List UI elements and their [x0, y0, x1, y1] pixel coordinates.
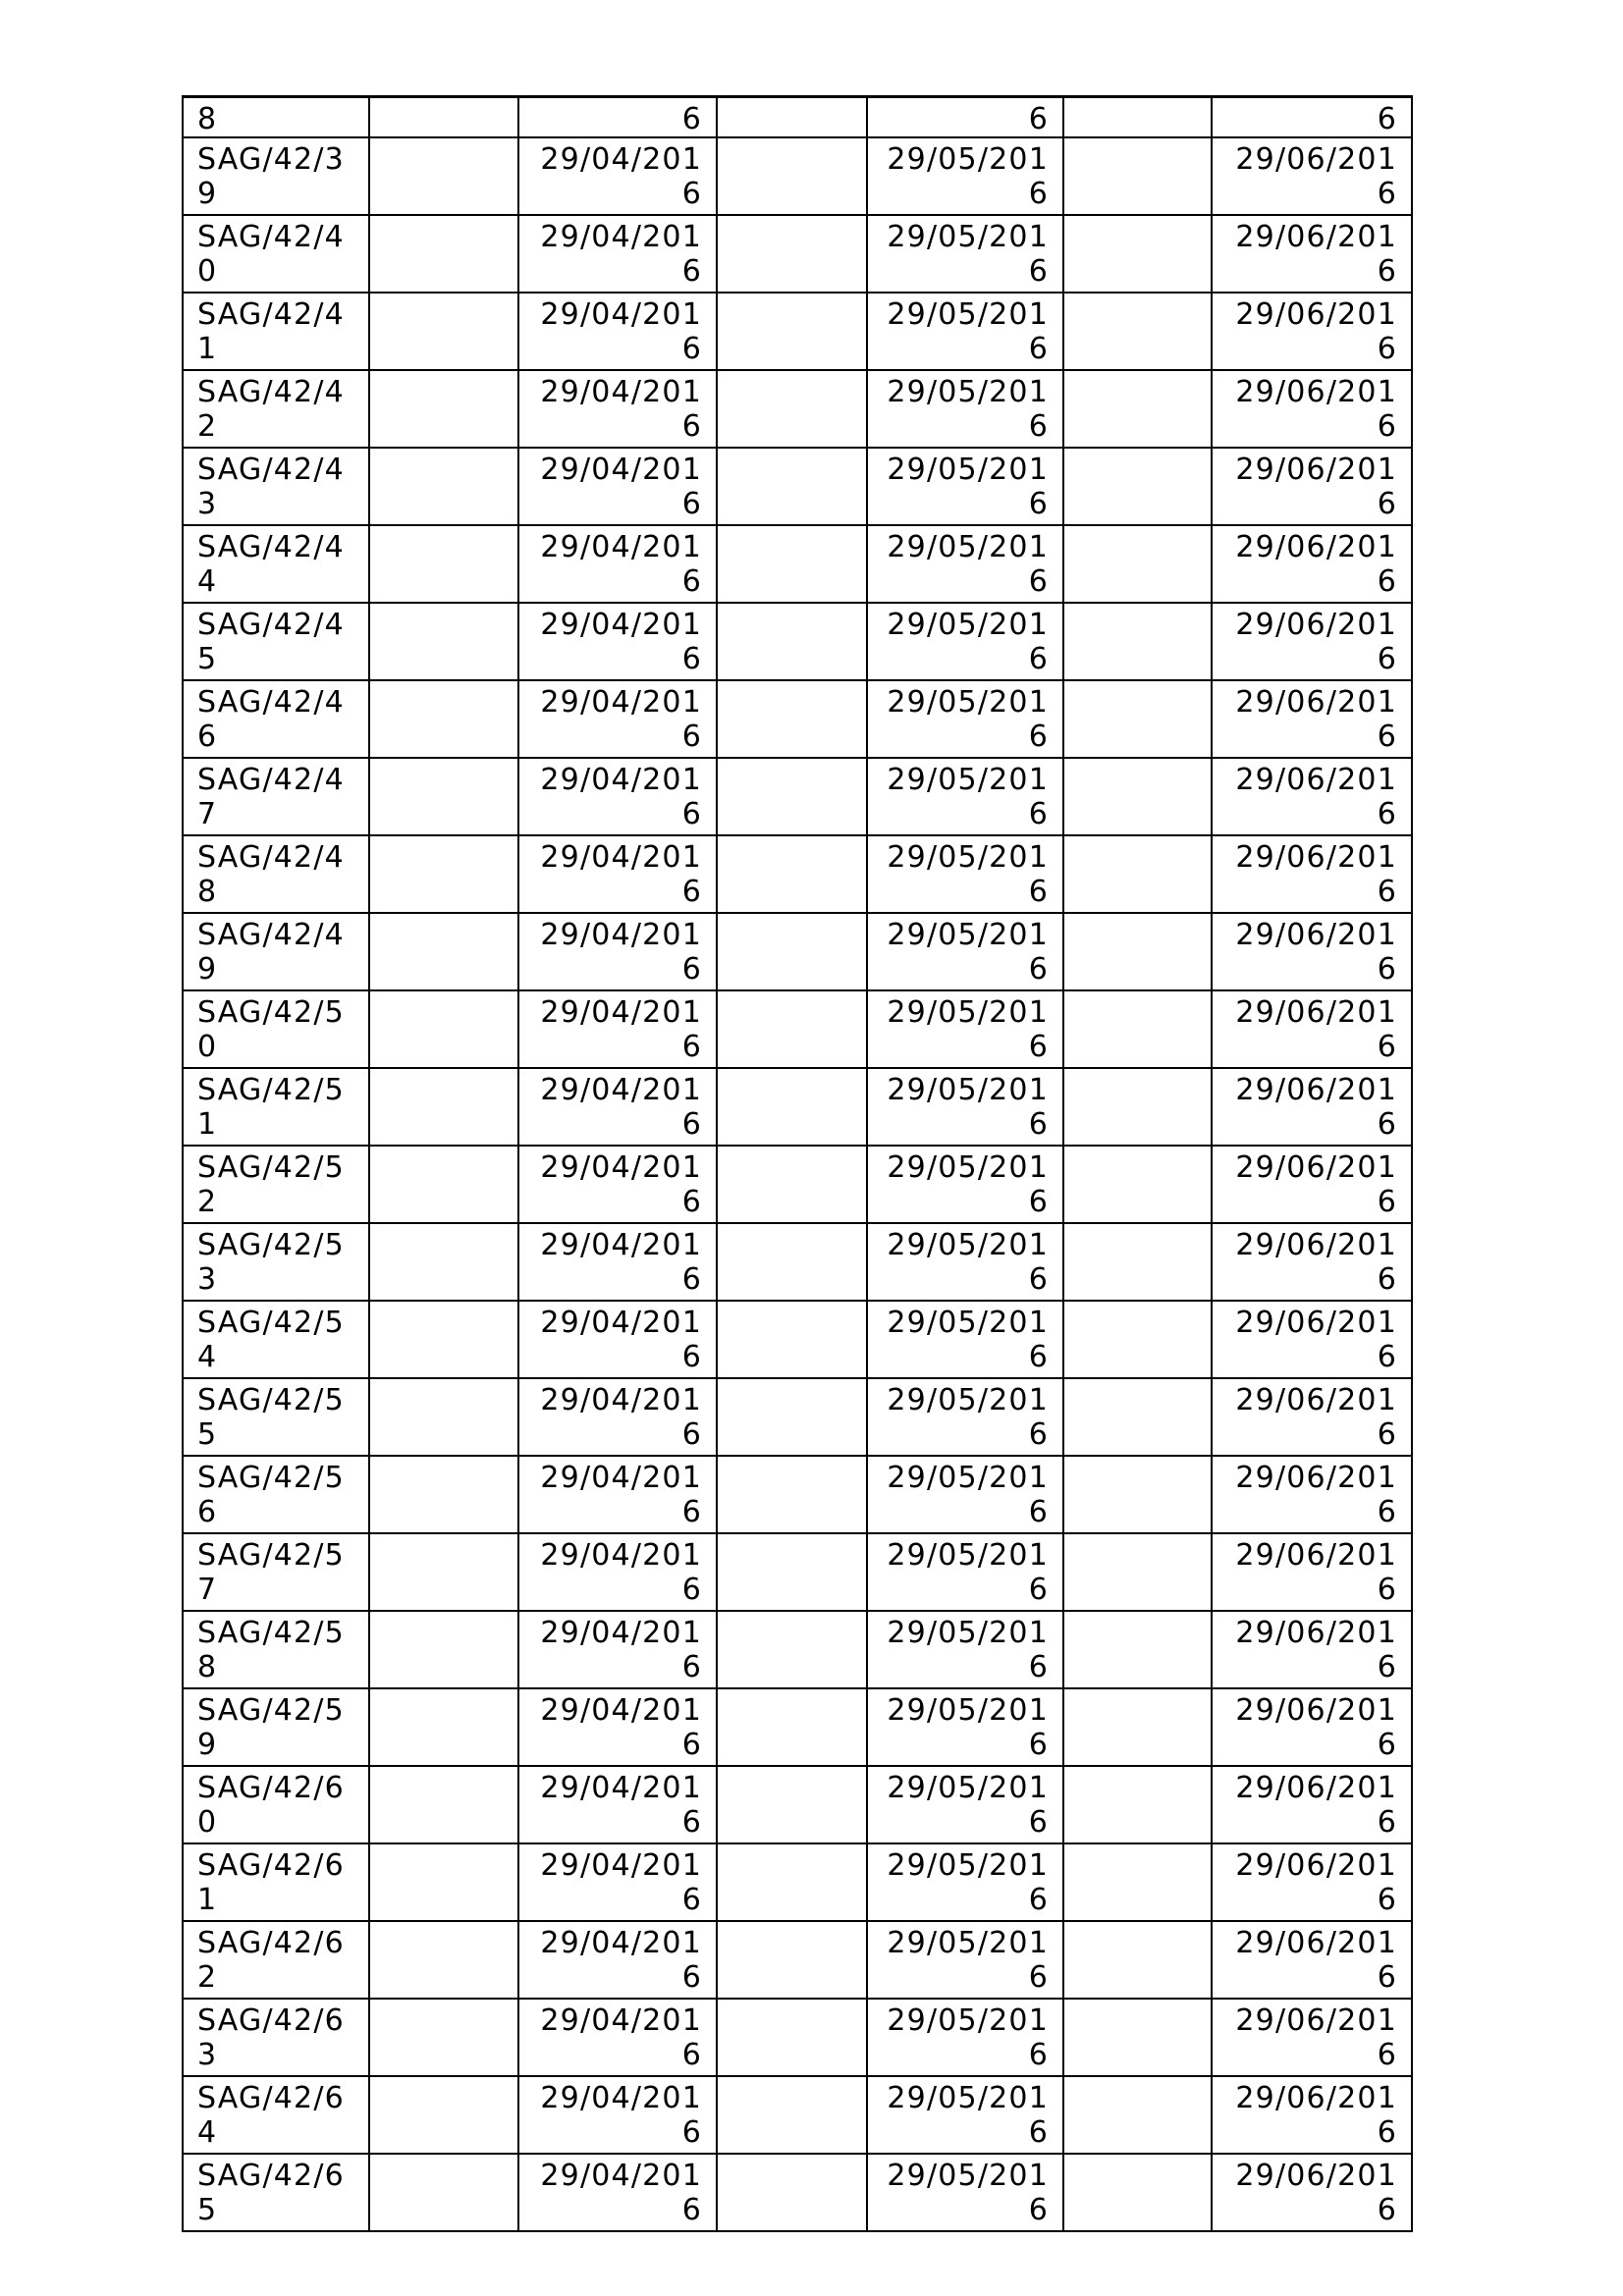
- date-cell-june: 29/06/2016: [1212, 1688, 1412, 1766]
- spacer-cell: [369, 913, 518, 990]
- table-row: [183, 370, 1412, 448]
- spacer-cell: [369, 370, 518, 448]
- date-cell-april: 29/04/2016: [518, 215, 717, 293]
- date-cell-april: 29/04/2016: [518, 1766, 717, 1843]
- schedule-table: [182, 95, 1413, 2232]
- table-row: [183, 2076, 1412, 2154]
- spacer-cell: [1063, 680, 1212, 758]
- spacer-cell: [1063, 1999, 1212, 2076]
- date-cell-june: 29/06/2016: [1212, 1611, 1412, 1688]
- spacer-cell: [717, 1921, 867, 1999]
- date-cell-june: 29/06/2016: [1212, 215, 1412, 293]
- date-cell-june: 29/06/2016: [1212, 1843, 1412, 1921]
- spacer-cell: [1063, 215, 1212, 293]
- date-cell-june: 29/06/2016: [1212, 835, 1412, 913]
- spacer-cell: [717, 137, 867, 215]
- spacer-cell: [1063, 2076, 1212, 2154]
- spacer-cell: [717, 1766, 867, 1843]
- date-cell-may: 29/05/2016: [867, 758, 1063, 835]
- table-row: [183, 1533, 1412, 1611]
- row-label-cell: SAG/42/44: [183, 525, 369, 603]
- date-cell-may: 29/05/2016: [867, 2076, 1063, 2154]
- spacer-cell: [1063, 1301, 1212, 1378]
- spacer-cell: [369, 1611, 518, 1688]
- row-label-cell: SAG/42/63: [183, 1999, 369, 2076]
- spacer-cell: [1063, 525, 1212, 603]
- row-label-cell: SAG/42/49: [183, 913, 369, 990]
- spacer-cell: [717, 913, 867, 990]
- spacer-cell: [1063, 1456, 1212, 1533]
- date-cell-may: 29/05/2016: [867, 680, 1063, 758]
- spacer-cell: [369, 1843, 518, 1921]
- date-cell-june: 29/06/2016: [1212, 1456, 1412, 1533]
- table-row: [183, 137, 1412, 215]
- date-cell-june: 29/06/2016: [1212, 293, 1412, 370]
- spacer-cell: [369, 1766, 518, 1843]
- spacer-cell: [717, 1223, 867, 1301]
- spacer-cell: [717, 1301, 867, 1378]
- spacer-cell: [369, 1378, 518, 1456]
- date-cell-may: 29/05/2016: [867, 1921, 1063, 1999]
- date-cell-may: 29/05/2016: [867, 525, 1063, 603]
- date-cell-april: 29/04/2016: [518, 1921, 717, 1999]
- date-cell-april: 29/04/2016: [518, 680, 717, 758]
- row-label-cell: SAG/42/43: [183, 448, 369, 525]
- table-row: [183, 990, 1412, 1068]
- date-cell-june: 29/06/2016: [1212, 913, 1412, 990]
- row-label-cell: SAG/42/53: [183, 1223, 369, 1301]
- table-row: [183, 1068, 1412, 1146]
- spacer-cell: [717, 1068, 867, 1146]
- date-cell-april: 29/04/2016: [518, 758, 717, 835]
- date-cell-june: 29/06/2016: [1212, 603, 1412, 680]
- spacer-cell: [717, 835, 867, 913]
- spacer-cell: [369, 603, 518, 680]
- date-cell-may: 29/05/2016: [867, 1068, 1063, 1146]
- table-row: [183, 1301, 1412, 1378]
- spacer-cell: [369, 2154, 518, 2231]
- date-cell-april: 29/04/2016: [518, 1611, 717, 1688]
- date-cell-may: 29/05/2016: [867, 835, 1063, 913]
- spacer-cell: [369, 835, 518, 913]
- spacer-cell: [369, 1223, 518, 1301]
- row-label-cell: SAG/42/64: [183, 2076, 369, 2154]
- spacer-cell: [717, 97, 867, 138]
- date-cell-april: 29/04/2016: [518, 1999, 717, 2076]
- spacer-cell: [369, 758, 518, 835]
- table-row: [183, 1611, 1412, 1688]
- date-cell-june: 29/06/2016: [1212, 1533, 1412, 1611]
- spacer-cell: [717, 1456, 867, 1533]
- date-cell-june: 29/06/2016: [1212, 1378, 1412, 1456]
- date-cell-may: 29/05/2016: [867, 448, 1063, 525]
- spacer-cell: [1063, 370, 1212, 448]
- spacer-cell: [369, 680, 518, 758]
- table-row: [183, 1921, 1412, 1999]
- spacer-cell: [717, 370, 867, 448]
- spacer-cell: [1063, 1068, 1212, 1146]
- spacer-cell: [369, 293, 518, 370]
- date-cell-may: 29/05/2016: [867, 1533, 1063, 1611]
- spacer-cell: [1063, 1146, 1212, 1223]
- row-label-cell: SAG/42/50: [183, 990, 369, 1068]
- date-cell-june: 29/06/2016: [1212, 1068, 1412, 1146]
- date-cell-may: 29/05/2016: [867, 1223, 1063, 1301]
- spacer-cell: [717, 1611, 867, 1688]
- table-row: [183, 1146, 1412, 1223]
- row-label-cell: SAG/42/65: [183, 2154, 369, 2231]
- spacer-cell: [369, 2076, 518, 2154]
- table-row: [183, 448, 1412, 525]
- table-row: [183, 1999, 1412, 2076]
- spacer-cell: [1063, 1843, 1212, 1921]
- date-cell-june: 29/06/2016: [1212, 448, 1412, 525]
- date-cell-april: 29/04/2016: [518, 448, 717, 525]
- table-row: [183, 1378, 1412, 1456]
- spacer-cell: [1063, 835, 1212, 913]
- row-label-cell: SAG/42/40: [183, 215, 369, 293]
- date-cell-april: 29/04/2016: [518, 1378, 717, 1456]
- row-label-cell: SAG/42/55: [183, 1378, 369, 1456]
- row-label-cell: SAG/42/39: [183, 137, 369, 215]
- row-label-cell: SAG/42/51: [183, 1068, 369, 1146]
- spacer-cell: [717, 1146, 867, 1223]
- date-cell-may: 29/05/2016: [867, 1301, 1063, 1378]
- row-label-cell: SAG/42/59: [183, 1688, 369, 1766]
- date-cell-may: 29/05/2016: [867, 1766, 1063, 1843]
- date-cell-april: 29/04/2016: [518, 913, 717, 990]
- date-cell-april: 29/04/2016: [518, 370, 717, 448]
- table-row: [183, 215, 1412, 293]
- date-cell-april: 29/04/2016: [518, 1223, 717, 1301]
- date-cell-june: 29/06/2016: [1212, 137, 1412, 215]
- spacer-cell: [369, 215, 518, 293]
- spacer-cell: [369, 137, 518, 215]
- date-cell-june: 29/06/2016: [1212, 1921, 1412, 1999]
- spacer-cell: [1063, 137, 1212, 215]
- date-cell-june: 29/06/2016: [1212, 990, 1412, 1068]
- spacer-cell: [369, 1146, 518, 1223]
- spacer-cell: [717, 1843, 867, 1921]
- spacer-cell: [369, 1533, 518, 1611]
- table-row: [183, 680, 1412, 758]
- spacer-cell: [717, 990, 867, 1068]
- spacer-cell: [717, 525, 867, 603]
- row-label-cell: SAG/42/60: [183, 1766, 369, 1843]
- date-cell-april: 29/04/2016: [518, 990, 717, 1068]
- row-label-cell: SAG/42/58: [183, 1611, 369, 1688]
- date-cell-april: 29/04/2016: [518, 293, 717, 370]
- date-cell-may: 29/05/2016: [867, 1456, 1063, 1533]
- date-cell-april: 29/04/2016: [518, 1688, 717, 1766]
- spacer-cell: [1063, 1378, 1212, 1456]
- row-label-cell: 8: [183, 97, 369, 138]
- spacer-cell: [717, 1999, 867, 2076]
- date-cell-april: 29/04/2016: [518, 1068, 717, 1146]
- date-cell-april: 29/04/2016: [518, 1456, 717, 1533]
- table-row: [183, 758, 1412, 835]
- date-cell-may: 29/05/2016: [867, 1999, 1063, 2076]
- date-cell-june: 6: [1212, 97, 1412, 138]
- spacer-cell: [369, 1921, 518, 1999]
- spacer-cell: [1063, 1533, 1212, 1611]
- date-cell-june: 29/06/2016: [1212, 758, 1412, 835]
- spacer-cell: [717, 603, 867, 680]
- row-label-cell: SAG/42/54: [183, 1301, 369, 1378]
- spacer-cell: [717, 680, 867, 758]
- spacer-cell: [369, 990, 518, 1068]
- date-cell-may: 29/05/2016: [867, 137, 1063, 215]
- table-row: [183, 835, 1412, 913]
- date-cell-april: 29/04/2016: [518, 835, 717, 913]
- spacer-cell: [369, 1456, 518, 1533]
- spacer-cell: [1063, 1921, 1212, 1999]
- date-cell-april: 29/04/2016: [518, 1146, 717, 1223]
- spacer-cell: [717, 2154, 867, 2231]
- spacer-cell: [369, 1999, 518, 2076]
- date-cell-april: 29/04/2016: [518, 1533, 717, 1611]
- row-label-cell: SAG/42/46: [183, 680, 369, 758]
- table-row: [183, 293, 1412, 370]
- date-cell-april: 29/04/2016: [518, 525, 717, 603]
- row-label-cell: SAG/42/48: [183, 835, 369, 913]
- spacer-cell: [717, 448, 867, 525]
- spacer-cell: [1063, 1611, 1212, 1688]
- table-row: [183, 525, 1412, 603]
- spacer-cell: [1063, 1688, 1212, 1766]
- spacer-cell: [1063, 97, 1212, 138]
- row-label-cell: SAG/42/42: [183, 370, 369, 448]
- date-cell-june: 29/06/2016: [1212, 1766, 1412, 1843]
- table-row: [183, 1456, 1412, 1533]
- row-label-cell: SAG/42/52: [183, 1146, 369, 1223]
- date-cell-may: 29/05/2016: [867, 1688, 1063, 1766]
- date-cell-june: 29/06/2016: [1212, 1146, 1412, 1223]
- spacer-cell: [717, 1378, 867, 1456]
- spacer-cell: [1063, 293, 1212, 370]
- date-cell-april: 29/04/2016: [518, 1843, 717, 1921]
- spacer-cell: [1063, 1223, 1212, 1301]
- spacer-cell: [717, 1688, 867, 1766]
- table-row: [183, 603, 1412, 680]
- spacer-cell: [369, 448, 518, 525]
- date-cell-may: 29/05/2016: [867, 913, 1063, 990]
- table-row-partial: [183, 97, 1412, 138]
- date-cell-may: 29/05/2016: [867, 1843, 1063, 1921]
- date-cell-april: 6: [518, 97, 717, 138]
- row-label-cell: SAG/42/57: [183, 1533, 369, 1611]
- table-row: [183, 1766, 1412, 1843]
- spacer-cell: [717, 2076, 867, 2154]
- spacer-cell: [1063, 990, 1212, 1068]
- spacer-cell: [1063, 2154, 1212, 2231]
- table-row: [183, 1843, 1412, 1921]
- date-cell-may: 29/05/2016: [867, 370, 1063, 448]
- spacer-cell: [369, 525, 518, 603]
- date-cell-may: 29/05/2016: [867, 1146, 1063, 1223]
- row-label-cell: SAG/42/62: [183, 1921, 369, 1999]
- date-cell-june: 29/06/2016: [1212, 2076, 1412, 2154]
- spacer-cell: [717, 215, 867, 293]
- spacer-cell: [1063, 758, 1212, 835]
- spacer-cell: [1063, 1766, 1212, 1843]
- spacer-cell: [1063, 603, 1212, 680]
- table-row: [183, 1223, 1412, 1301]
- date-cell-may: 29/05/2016: [867, 1378, 1063, 1456]
- date-cell-may: 29/05/2016: [867, 603, 1063, 680]
- row-label-cell: SAG/42/56: [183, 1456, 369, 1533]
- spacer-cell: [1063, 913, 1212, 990]
- date-cell-june: 29/06/2016: [1212, 1223, 1412, 1301]
- date-cell-june: 29/06/2016: [1212, 2154, 1412, 2231]
- date-cell-june: 29/06/2016: [1212, 370, 1412, 448]
- table-row: [183, 913, 1412, 990]
- date-cell-may: 29/05/2016: [867, 1611, 1063, 1688]
- date-cell-may: 6: [867, 97, 1063, 138]
- date-cell-june: 29/06/2016: [1212, 525, 1412, 603]
- table-row: [183, 2154, 1412, 2231]
- row-label-cell: SAG/42/61: [183, 1843, 369, 1921]
- date-cell-june: 29/06/2016: [1212, 1301, 1412, 1378]
- spacer-cell: [1063, 448, 1212, 525]
- spacer-cell: [369, 97, 518, 138]
- row-label-cell: SAG/42/41: [183, 293, 369, 370]
- spacer-cell: [369, 1068, 518, 1146]
- spacer-cell: [369, 1688, 518, 1766]
- spacer-cell: [717, 1533, 867, 1611]
- date-cell-april: 29/04/2016: [518, 2076, 717, 2154]
- date-cell-may: 29/05/2016: [867, 2154, 1063, 2231]
- date-cell-may: 29/05/2016: [867, 293, 1063, 370]
- spacer-cell: [369, 1301, 518, 1378]
- date-cell-april: 29/04/2016: [518, 2154, 717, 2231]
- date-cell-april: 29/04/2016: [518, 1301, 717, 1378]
- date-cell-april: 29/04/2016: [518, 603, 717, 680]
- table-row: [183, 1688, 1412, 1766]
- date-cell-june: 29/06/2016: [1212, 1999, 1412, 2076]
- date-cell-may: 29/05/2016: [867, 215, 1063, 293]
- date-cell-june: 29/06/2016: [1212, 680, 1412, 758]
- date-cell-april: 29/04/2016: [518, 137, 717, 215]
- row-label-cell: SAG/42/47: [183, 758, 369, 835]
- date-cell-may: 29/05/2016: [867, 990, 1063, 1068]
- spacer-cell: [717, 293, 867, 370]
- row-label-cell: SAG/42/45: [183, 603, 369, 680]
- spacer-cell: [717, 758, 867, 835]
